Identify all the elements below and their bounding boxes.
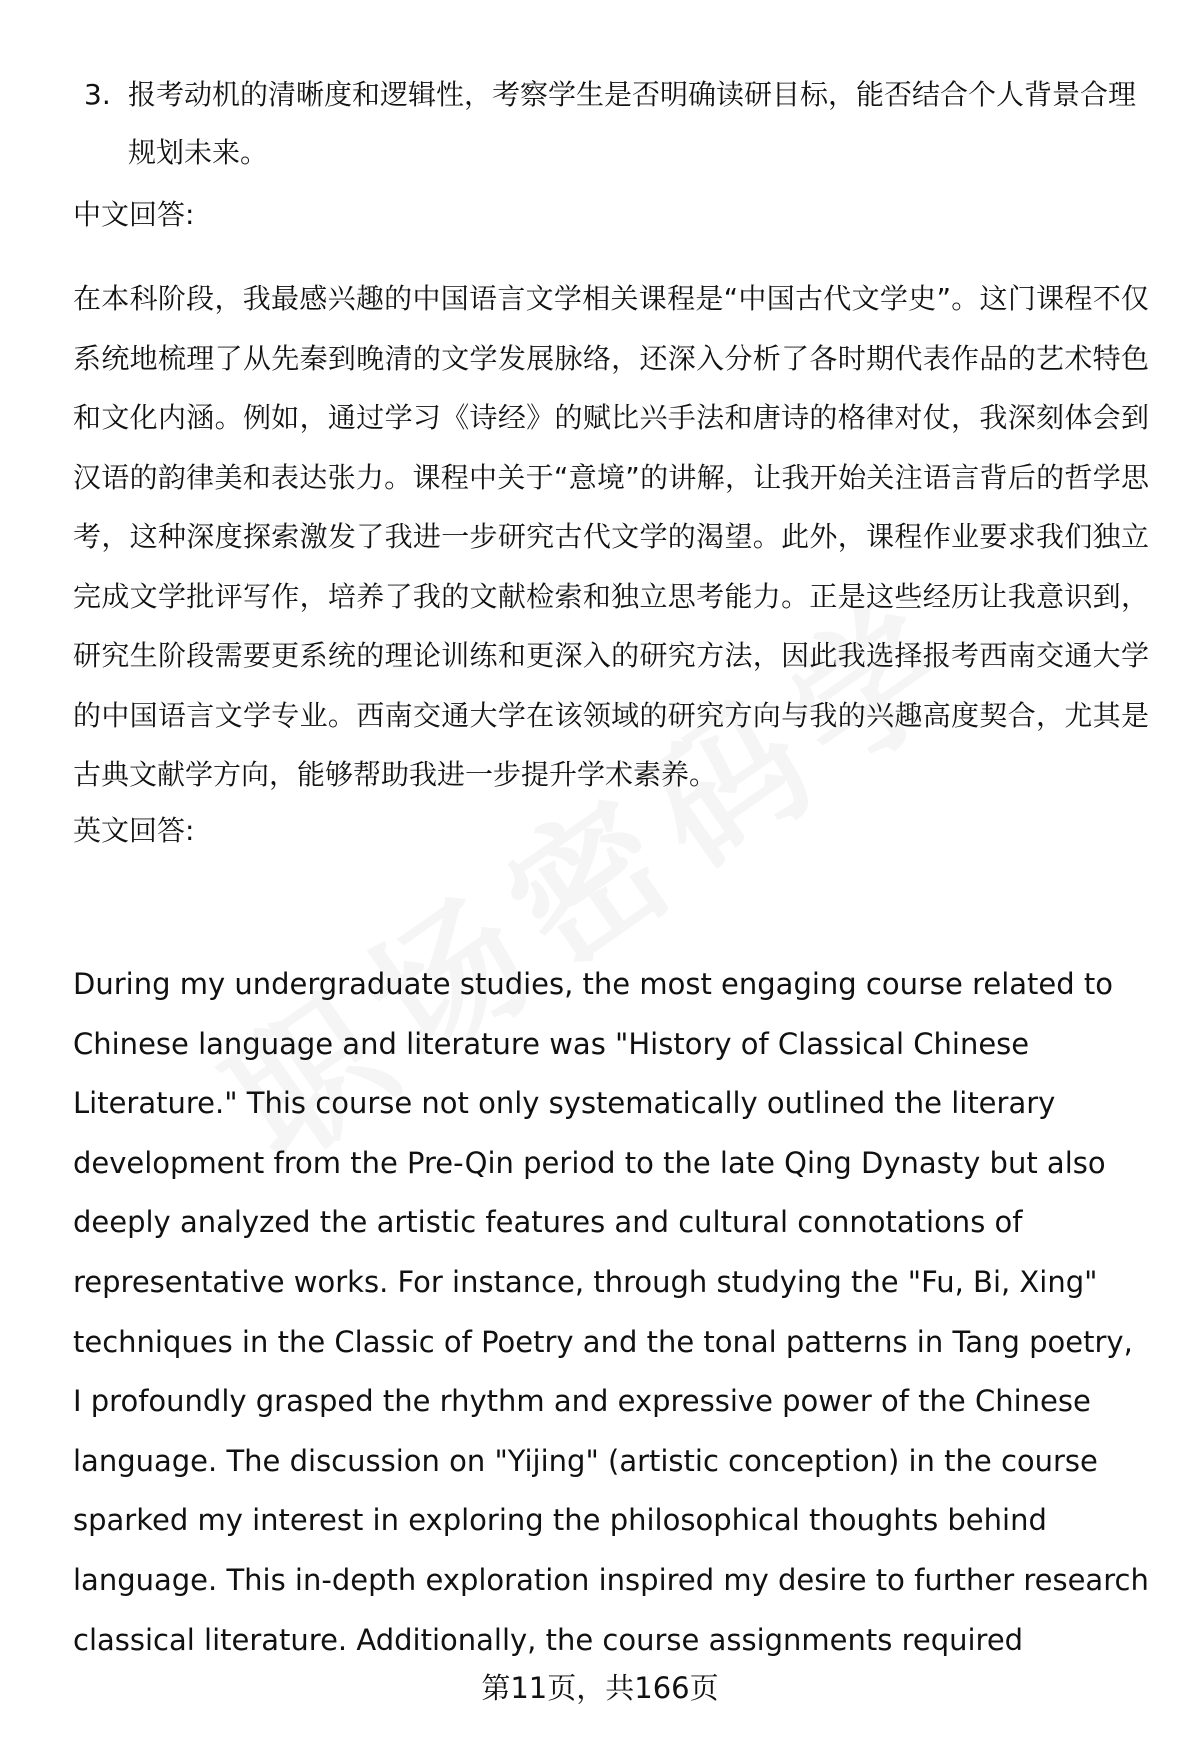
list-item-text: 报考动机的清晰度和逻辑性，考察学生是否明确读研目标，能否结合个人背景合理规划未来。 [128,78,1137,169]
chinese-answer-heading: 中文回答: [73,198,195,231]
english-answer-heading: 英文回答: [73,814,195,847]
english-answer-paragraph: During my undergraduate studies, the most engaging course related to Chinese language and literature was "History of Classical Chinese Literature." This course not only systematically outlined the literary development from the Pre-Qin period to the late Qing Dynasty but also deeply analyzed the artistic features and cultural connotations of representative works. For instance, through studying the "Fu, Bi, Xing" techniques in the Classic of Poetry and the tonal patterns in Tang poetry, I profoundly grasped the rhythm and expressive power of the Chinese language. The discussion on "Yijing" (artistic conception) in the course sparked my interest in exploring the philosophical thoughts behind language. This in-depth exploration inspired my desire to further research classical literature. Additionally, the course assignments required [73,967,1149,1657]
page-number: 第11页，共166页 [481,1671,719,1705]
chinese-answer-paragraph: 在本科阶段，我最感兴趣的中国语言文学相关课程是“中国古代文学史”。这门课程不仅系统地梳理了从先秦到晚清的文学发展脉络，还深入分析了各时期代表作品的艺术特色和文化内涵。例如，通过学习《诗经》的赋比兴手法和唐诗的格律对仗，我深刻体会到汉语的韵律美和表达张力。课程中关于“意境”的讲解，让我开始关注语言背后的哲学思考，这种深度探索激发了我进一步研究古代文学的渴望。此外，课程作业要求我们独立完成文学批评写作，培养了我的文献检索和独立思考能力。正是这些经历让我意识到，研究生阶段需要更系统的理论训练和更深入的研究方法，因此我选择报考西南交通大学的中国语言文学专业。西南交通大学在该领域的研究方向与我的兴趣高度契合，尤其是古典文献学方向，能够帮助我进一步提升学术素养。 [73,282,1149,791]
list-item-number: 3. [84,78,111,111]
